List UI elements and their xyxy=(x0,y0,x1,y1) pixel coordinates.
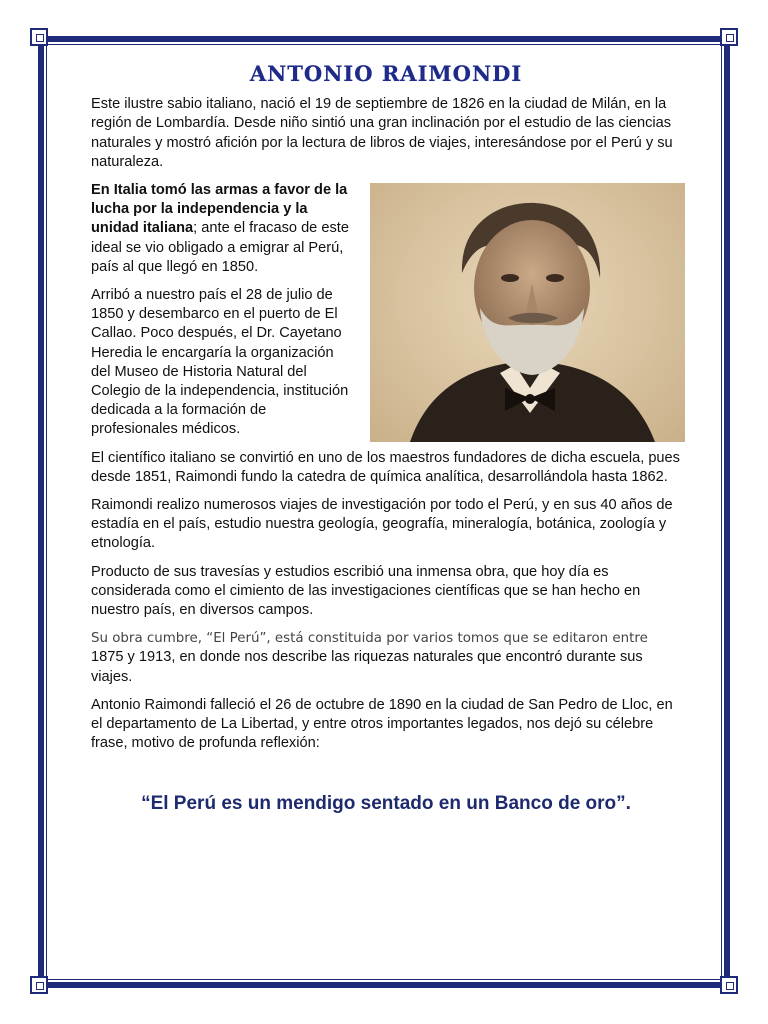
paragraph-death: Antonio Raimondi falleció el 26 de octubre de 1890 en la ciudad de San Pedro de Lloc, en el departamento de La Libertad, y entre otros importantes legados, nos dejó su célebre frase, motivo de profunda reflexión: xyxy=(91,696,673,752)
document-body xyxy=(91,61,681,814)
border-corner-ornament xyxy=(30,28,48,46)
portrait-photo xyxy=(370,183,685,442)
paragraph-school: El científico italiano se convirtió en uno de los maestros fundadores de dicha escuela, pues desde 1851, Raimondi fundo la catedra de química analítica, desarrollándola hasta 1862. xyxy=(91,449,680,485)
paragraph-text: ; ante el fracaso de este ideal se vio obligado a emigrar al Perú, país al que llegó en 1850. xyxy=(91,220,349,275)
paragraph-bold-text: En Italia tomó las armas a favor de la lucha por la independencia y la unidad italiana xyxy=(91,182,348,237)
portrait-illustration xyxy=(370,183,685,442)
paragraph-text: Este ilustre sabio italiano, nació el 19 de septiembre de 1826 en la ciudad de Milán, en la región de Lombardía. Desde niño sintió una gran inclinación por el estudio de las ciencias naturales y mostró afición por la lectura de libros de viajes, interesándose por el Perú y su naturaleza. xyxy=(91,96,673,170)
paragraph-travels: Raimondi realizo numerosos viajes de investigación por todo el Perú, y en sus 40 años de estadía en el país, estudio nuestra geología, geografía, mineralogía, botánica, zoología y etnología. xyxy=(91,497,673,552)
paragraph-work: Producto de sus travesías y estudios escribió una inmensa obra, que hoy día es considerada como el cimiento de las investigaciones científicas que se han hecho en nuestro país, en diversos campos. xyxy=(91,563,641,619)
paragraph-text-light: Su obra cumbre, “El Perú”, está constituida por varios tomos que se editaron entre xyxy=(91,631,648,647)
border-corner-ornament xyxy=(30,976,48,994)
border-corner-ornament xyxy=(720,28,738,46)
famous-quote: “El Perú es un mendigo sentado en un Banco de oro”. xyxy=(141,792,631,814)
paragraph-birth xyxy=(91,95,681,172)
page-title: ANTONIO RAIMONDI xyxy=(249,61,523,86)
border-corner-ornament xyxy=(720,976,738,994)
paragraph-el-peru xyxy=(91,629,681,687)
paragraph-text: 1875 y 1913, en donde nos describe las riquezas naturales que encontró durante sus viajes. xyxy=(91,649,643,685)
paragraph-arrival: Arribó a nuestro país el 28 de julio de 1850 y desembarco en el puerto de El Callao. Poco después, el Dr. Cayetano Heredia le encargaría la organización del Museo de Historia Natural del Colegio de la independencia, institución dedicada a la formación de profesionales médicos. xyxy=(91,287,349,438)
